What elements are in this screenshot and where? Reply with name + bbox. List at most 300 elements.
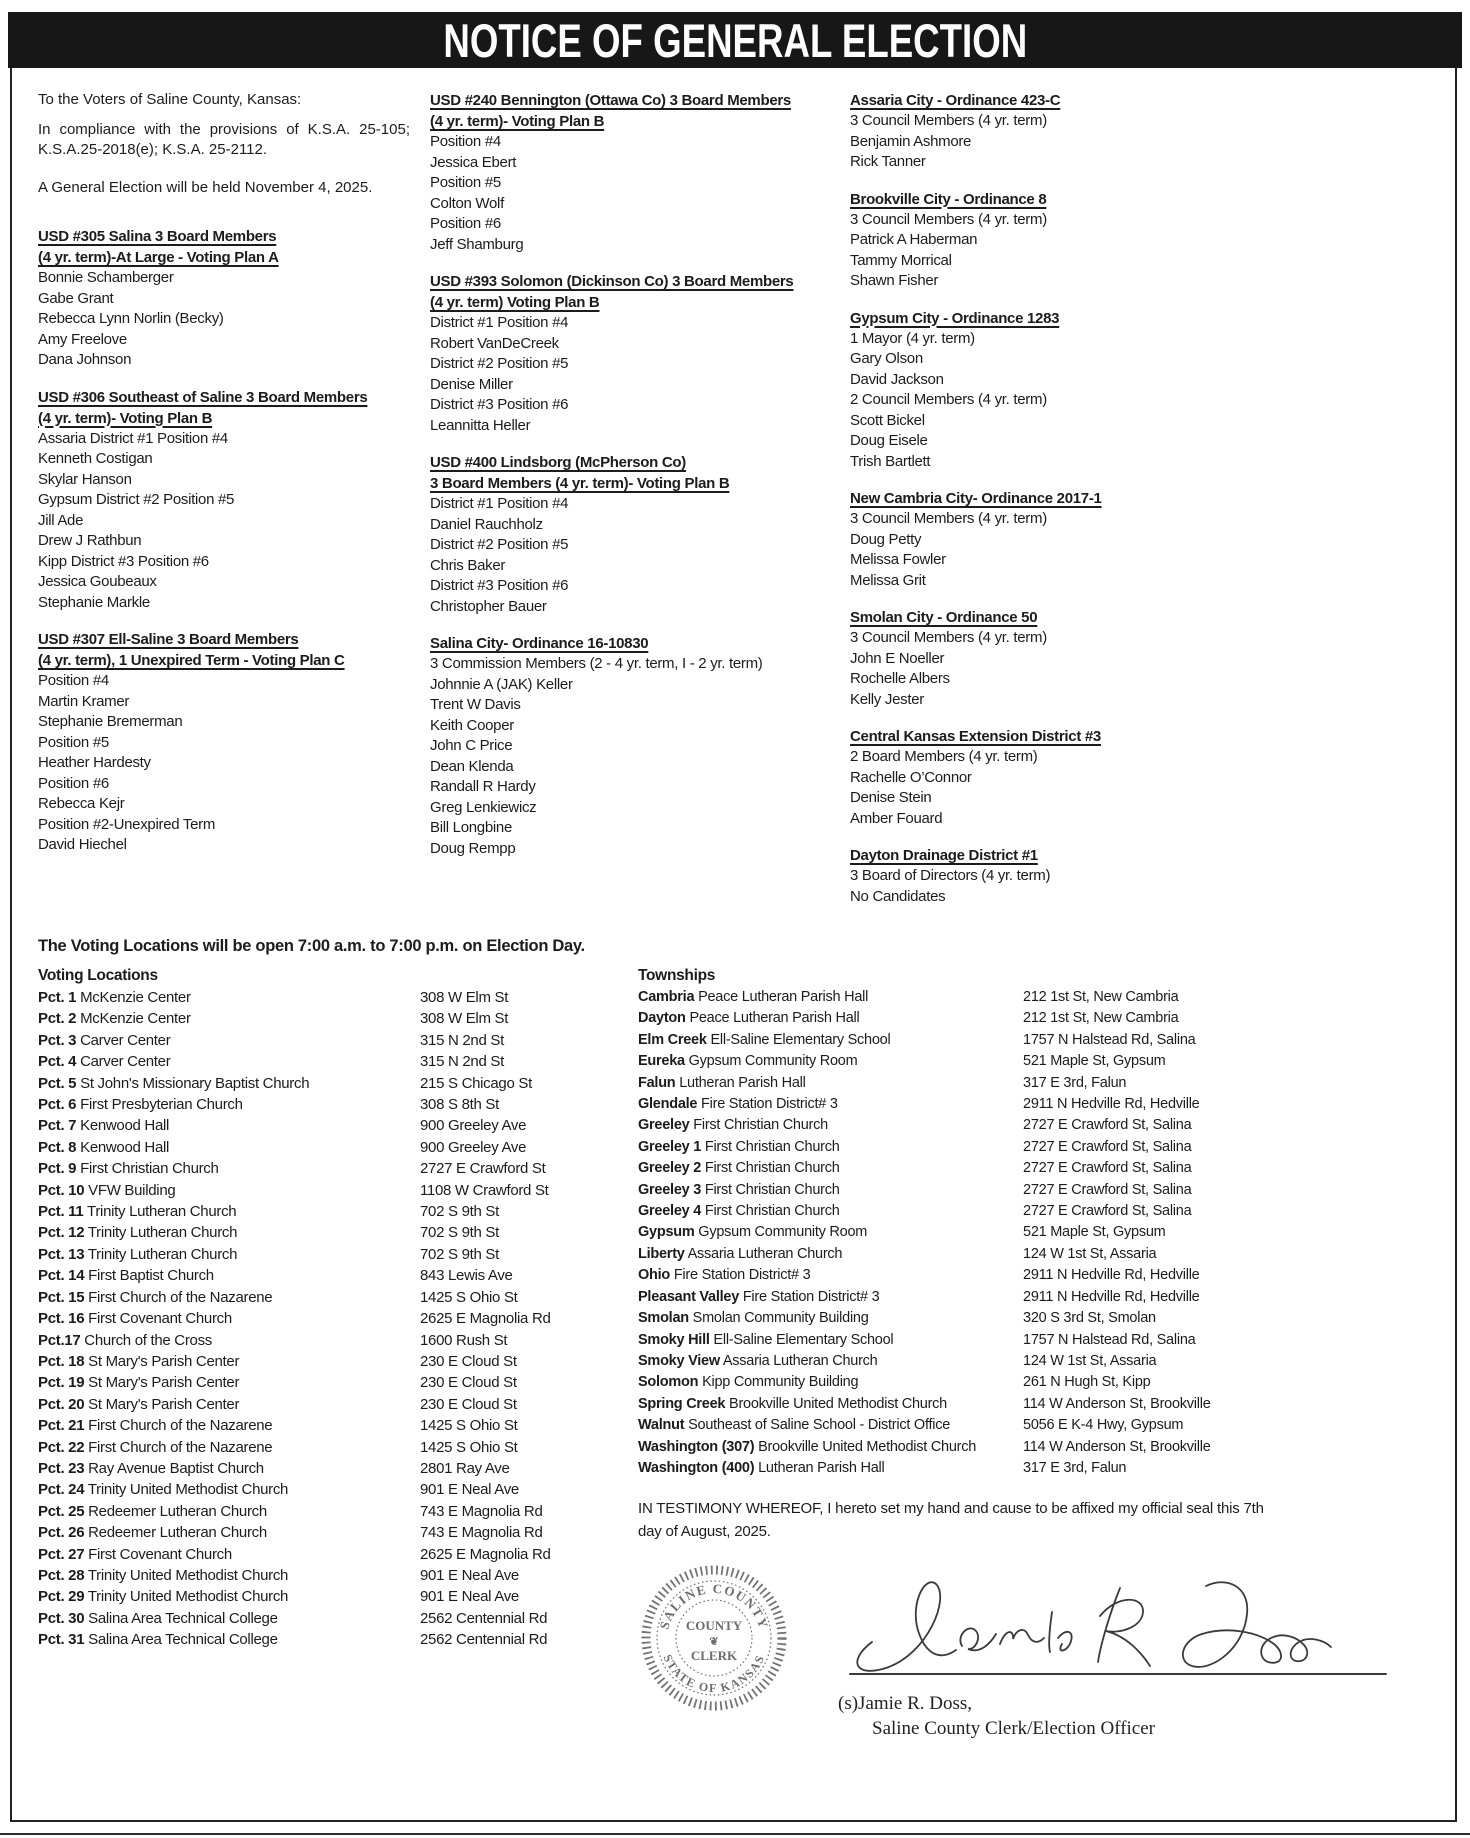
township-address: 114 W Anderson St, Brookville [1023, 1395, 1211, 1412]
races-column-3 [850, 90, 1437, 923]
race-line: District #2 Position #5 [430, 536, 569, 553]
race-line: Melissa Fowler [850, 551, 946, 568]
voting-location-row [38, 1244, 638, 1265]
race-line: John C Price [430, 737, 513, 754]
race-line: Position #4 [430, 133, 501, 150]
location-name: St Mary's Parish Center [88, 1395, 240, 1413]
seal-center-clerk: CLERK [690, 1648, 738, 1664]
township-address: 5056 E K-4 Hwy, Gypsum [1023, 1417, 1184, 1434]
township-row [638, 1201, 1437, 1222]
township-row [638, 1351, 1437, 1372]
township-name: Washington (400) [638, 1459, 755, 1476]
race-line: Drew J Rathbun [38, 532, 142, 549]
race-line: 3 Board of Directors (4 yr. term) [850, 867, 1051, 884]
location-name: VFW Building [88, 1181, 176, 1199]
race-line: Jessica Ebert [430, 153, 517, 171]
race-heading-line: New Cambria City- Ordinance 2017-1 [850, 490, 1102, 507]
township-venue: Assaria Lutheran Church [687, 1245, 843, 1262]
township-name: Gypsum [638, 1224, 695, 1241]
precinct-label: Pct. 7 [38, 1117, 77, 1135]
race-line: Stephanie Markle [38, 593, 150, 611]
precinct-label: Pct. 25 [38, 1502, 85, 1520]
race-line: Benjamin Ashmore [850, 132, 972, 150]
township-name: Walnut [638, 1417, 685, 1434]
township-venue: First Christian Church [704, 1181, 840, 1198]
townships-column [638, 964, 1437, 1741]
location-name: Ray Avenue Baptist Church [88, 1459, 264, 1477]
township-name-cell [638, 1415, 1023, 1436]
precinct-label: Pct. 30 [38, 1609, 85, 1627]
location-name-cell [38, 1008, 420, 1029]
race-line: Melissa Grit [850, 571, 926, 589]
race-heading-line: Assaria City - Ordinance 423-C [850, 92, 1061, 109]
race-line: Position #5 [430, 174, 501, 191]
location-name: Carver Center [80, 1053, 171, 1071]
voting-location-row [38, 1479, 638, 1500]
voting-location-row [38, 1565, 638, 1586]
voting-location-row [38, 1137, 638, 1158]
race-line: Daniel Rauchholz [430, 515, 543, 533]
townships-header: Townships [638, 967, 716, 984]
voting-location-row [38, 1051, 638, 1072]
precinct-label: Pct. 11 [38, 1203, 84, 1221]
testimony-paragraph: IN TESTIMONY WHEREOF, I hereto set my hand and cause to be affixed my official seal this 7th day of August, 2025. [638, 1500, 1264, 1541]
township-venue: Ell-Saline Elementary School [710, 1031, 891, 1048]
race-line: 2 Council Members (4 yr. term) [850, 391, 1047, 408]
page-bottom-rule [0, 1833, 1470, 1835]
township-venue: First Christian Church [704, 1160, 840, 1177]
race-line: No Candidates [850, 887, 946, 905]
location-address: 315 N 2nd St [420, 1031, 504, 1049]
location-name-cell [38, 1030, 420, 1051]
township-address: 521 Maple St, Gypsum [1023, 1224, 1166, 1241]
township-venue: Brookville United Methodist Church [729, 1395, 947, 1412]
location-address: 901 E Neal Ave [420, 1481, 519, 1499]
location-name: First Church of the Nazarene [88, 1288, 273, 1306]
race-heading [850, 308, 1437, 329]
precinct-label: Pct. 16 [38, 1310, 85, 1328]
location-name-cell [38, 1330, 420, 1351]
township-address: 1757 N Halstead Rd, Salina [1023, 1031, 1196, 1048]
location-name-cell [38, 1094, 420, 1115]
township-name-cell [638, 1180, 1023, 1201]
race-lines [430, 313, 850, 436]
race-line: Doug Petty [850, 530, 922, 548]
race-heading [430, 271, 850, 313]
page-title: NOTICE OF GENERAL ELECTION [443, 13, 1027, 67]
precinct-label: Pct. 24 [38, 1481, 85, 1499]
location-name-cell [38, 1137, 420, 1158]
race-lines [430, 132, 850, 255]
race-heading-line: USD #240 Bennington (Ottawa Co) 3 Board Members [430, 92, 791, 109]
race-heading-line: (4 yr. term)- Voting Plan B [430, 113, 605, 130]
township-venue: Ell-Saline Elementary School [713, 1331, 894, 1348]
race-heading-line: USD #305 Salina 3 Board Members [38, 228, 277, 245]
race-lines [850, 111, 1437, 173]
township-venue: First Christian Church [704, 1138, 840, 1155]
seal-and-signature-row [638, 1558, 1437, 1741]
township-name: Pleasant Valley [638, 1288, 740, 1305]
location-address: 308 W Elm St [420, 1010, 509, 1028]
race-heading-line: Central Kansas Extension District #3 [850, 728, 1101, 745]
voting-location-row [38, 1415, 638, 1436]
notice-title-bar [8, 12, 1462, 68]
township-address: 124 W 1st St, Assaria [1023, 1245, 1157, 1262]
race-line: Heather Hardesty [38, 754, 151, 771]
race-heading [850, 90, 1437, 111]
township-name-cell [638, 1458, 1023, 1479]
location-name: Trinity Lutheran Church [87, 1224, 238, 1242]
location-name-cell [38, 987, 420, 1008]
township-venue: Peace Lutheran Parish Hall [689, 1010, 860, 1027]
location-address: 230 E Cloud St [420, 1374, 517, 1392]
polls-open-line: The Voting Locations will be open 7:00 a.m. to 7:00 p.m. on Election Day. [38, 937, 585, 955]
location-name-cell [38, 1115, 420, 1136]
voting-location-row [38, 1115, 638, 1136]
race-line: Leannitta Heller [430, 416, 531, 434]
voting-location-row [38, 1030, 638, 1051]
precinct-label: Pct. 10 [38, 1181, 85, 1199]
precinct-label: Pct. 19 [38, 1374, 85, 1392]
township-name-cell [638, 1330, 1023, 1351]
race-line: Colton Wolf [430, 194, 504, 212]
race-line: 3 Council Members (4 yr. term) [850, 629, 1047, 646]
location-address: 2562 Centennial Rd [420, 1609, 548, 1627]
township-row [638, 1265, 1437, 1286]
race-line: Denise Miller [430, 375, 513, 393]
location-name: McKenzie Center [80, 989, 191, 1006]
race-line: Stephanie Bremerman [38, 713, 183, 730]
precinct-label: Pct. 22 [38, 1438, 85, 1456]
location-address: 1600 Rush St [420, 1331, 508, 1349]
race-heading-line: USD #307 Ell-Saline 3 Board Members [38, 631, 299, 648]
township-venue: Gypsum Community Room [698, 1224, 868, 1241]
township-name-cell [638, 1351, 1023, 1372]
race-heading-line: USD #306 Southeast of Saline 3 Board Members [38, 388, 368, 406]
race-lines [38, 268, 430, 371]
township-name-cell [638, 1201, 1023, 1222]
township-row [638, 1115, 1437, 1136]
race-line: Dana Johnson [38, 351, 132, 368]
race-line: Jeff Shamburg [430, 235, 524, 253]
race-line: Shawn Fisher [850, 272, 939, 289]
location-address: 230 E Cloud St [420, 1395, 517, 1413]
precinct-label: Pct. 9 [38, 1160, 77, 1178]
location-name: Kenwood Hall [80, 1117, 170, 1135]
race-line: Christopher Bauer [430, 597, 547, 615]
race-line: 2 Board Members (4 yr. term) [850, 748, 1038, 765]
township-address: 2911 N Hedville Rd, Hedville [1023, 1267, 1200, 1284]
race-section [430, 271, 850, 436]
precinct-label: Pct. 23 [38, 1459, 85, 1477]
voting-location-row [38, 987, 638, 1008]
township-row [638, 1458, 1437, 1479]
township-address: 2727 E Crawford St, Salina [1023, 1203, 1192, 1220]
location-name-cell [38, 1265, 420, 1286]
race-line: John E Noeller [850, 649, 945, 667]
township-row [638, 1394, 1437, 1415]
location-name-cell [38, 1287, 420, 1308]
voting-locations-rows [38, 987, 638, 1651]
race-lines [38, 671, 430, 856]
township-address: 317 E 3rd, Falun [1023, 1074, 1127, 1091]
race-section [38, 387, 430, 614]
location-address: 230 E Cloud St [420, 1352, 517, 1370]
township-name: Eureka [638, 1053, 685, 1070]
location-address: 743 E Magnolia Rd [420, 1524, 543, 1542]
location-name: Salina Area Technical College [88, 1631, 278, 1649]
township-name: Greeley 1 [638, 1138, 702, 1155]
location-name: First Church of the Nazarene [88, 1417, 273, 1435]
race-line: Kenneth Costigan [38, 450, 153, 467]
location-address: 901 E Neal Ave [420, 1588, 519, 1606]
voting-location-row [38, 1308, 638, 1329]
voting-location-row [38, 1629, 638, 1650]
location-name-cell [38, 1544, 420, 1565]
voting-location-row [38, 1201, 638, 1222]
location-address: 2625 E Magnolia Rd [420, 1545, 551, 1563]
race-line: 3 Council Members (4 yr. term) [850, 510, 1047, 527]
race-line: Jill Ade [38, 511, 84, 529]
voting-location-row [38, 1330, 638, 1351]
race-section [850, 189, 1437, 292]
location-name: Carver Center [80, 1031, 171, 1049]
race-line: 1 Mayor (4 yr. term) [850, 329, 975, 347]
voting-location-row [38, 1544, 638, 1565]
township-name: Washington (307) [638, 1438, 755, 1455]
township-name-cell [638, 1073, 1023, 1094]
location-address: 702 S 9th St [420, 1245, 499, 1263]
race-line: Scott Bickel [850, 411, 925, 429]
township-address: 2911 N Hedville Rd, Hedville [1023, 1288, 1200, 1305]
location-name: First Christian Church [80, 1160, 219, 1178]
signature-name-line: (s)Jamie R. Doss, [838, 1693, 973, 1715]
location-name-cell [38, 1565, 420, 1586]
location-address: 308 S 8th St [420, 1096, 499, 1114]
notice-body-frame [10, 68, 1457, 1822]
race-heading-line: Dayton Drainage District #1 [850, 847, 1038, 864]
township-name: Smolan [638, 1310, 689, 1327]
handwritten-signature [838, 1564, 1398, 1686]
race-line: Patrick A Haberman [850, 231, 978, 248]
location-name-cell [38, 1372, 420, 1393]
location-name: First Presbyterian Church [80, 1096, 243, 1114]
race-heading-line: (4 yr. term), 1 Unexpired Term - Voting Plan C [38, 652, 345, 669]
voting-location-row [38, 1586, 638, 1607]
location-name-cell [38, 1351, 420, 1372]
race-heading [38, 226, 430, 268]
signature-typed-lines [838, 1691, 1398, 1741]
intro-election-date: A General Election will be held November 4, 2025. [38, 179, 373, 196]
township-name: Ohio [638, 1267, 671, 1284]
location-name: St John's Missionary Baptist Church [80, 1074, 310, 1092]
race-line: Rochelle Albers [850, 670, 950, 687]
location-address: 743 E Magnolia Rd [420, 1502, 543, 1520]
location-address: 1108 W Crawford St [420, 1181, 549, 1199]
township-name-cell [638, 987, 1023, 1008]
race-line: David Jackson [850, 370, 944, 388]
race-lines [850, 210, 1437, 292]
location-name: Trinity United Methodist Church [87, 1588, 289, 1606]
township-name-cell [638, 1115, 1023, 1136]
race-lines [38, 429, 430, 614]
township-name: Greeley [638, 1117, 690, 1134]
location-name-cell [38, 1394, 420, 1415]
township-row [638, 1287, 1437, 1308]
township-name-cell [638, 1030, 1023, 1051]
township-name: Cambria [638, 989, 695, 1005]
township-address: 124 W 1st St, Assaria [1023, 1352, 1157, 1369]
race-line: Skylar Hanson [38, 470, 132, 488]
township-name: Elm Creek [638, 1031, 707, 1048]
precinct-label: Pct. 21 [38, 1417, 85, 1435]
township-venue: First Christian Church [693, 1117, 828, 1134]
race-line: Rebecca Kejr [38, 795, 125, 812]
race-section [38, 629, 430, 856]
location-name-cell [38, 1458, 420, 1479]
race-line: Doug Eisele [850, 432, 928, 449]
race-line: Tammy Morrical [850, 251, 952, 269]
race-heading [430, 90, 850, 132]
race-line: Dean Klenda [430, 757, 514, 775]
race-section [850, 488, 1437, 591]
seal-arc-top-text: SALINE COUNTY [656, 1581, 772, 1632]
township-venue: Fire Station District# 3 [742, 1288, 880, 1305]
race-line: 3 Council Members (4 yr. term) [850, 112, 1047, 129]
township-address: 212 1st St, New Cambria [1023, 989, 1179, 1005]
location-address: 843 Lewis Ave [420, 1267, 513, 1285]
location-name: Trinity United Methodist Church [87, 1566, 289, 1584]
location-address: 2727 E Crawford St [420, 1160, 546, 1178]
race-section [850, 607, 1437, 710]
voting-location-row [38, 1180, 638, 1201]
township-name-cell [638, 1437, 1023, 1458]
township-row [638, 1051, 1437, 1072]
township-address: 320 S 3rd St, Smolan [1023, 1310, 1156, 1327]
township-venue: Gypsum Community Room [688, 1053, 858, 1070]
races-column-1 [38, 90, 430, 923]
location-address: 702 S 9th St [420, 1224, 499, 1242]
race-line: Amy Freelove [38, 330, 127, 348]
location-name-cell [38, 1244, 420, 1265]
precinct-label: Pct. 2 [38, 1010, 77, 1028]
precinct-label: Pct. 29 [38, 1588, 85, 1606]
race-line: Martin Kramer [38, 692, 130, 710]
location-name-cell [38, 1308, 420, 1329]
races-column-2 [430, 90, 850, 923]
township-name-cell [638, 1137, 1023, 1158]
location-address: 308 W Elm St [420, 989, 509, 1006]
voting-location-row [38, 1608, 638, 1629]
race-heading [850, 726, 1437, 747]
race-heading-line: (4 yr. term)-At Large - Voting Plan A [38, 249, 279, 266]
races-columns [38, 90, 1437, 923]
voting-location-row [38, 1501, 638, 1522]
location-name-cell [38, 1051, 420, 1072]
location-name: First Church of the Nazarene [88, 1438, 273, 1456]
voting-location-row [38, 1008, 638, 1029]
precinct-label: Pct.17 [38, 1331, 81, 1349]
race-line: Jessica Goubeaux [38, 573, 157, 590]
race-heading [850, 189, 1437, 210]
voting-location-row [38, 1265, 638, 1286]
precinct-label: Pct. 20 [38, 1395, 85, 1413]
race-line: District #3 Position #6 [430, 577, 569, 594]
race-section [850, 308, 1437, 473]
location-name-cell [38, 1608, 420, 1629]
township-name-cell [638, 1051, 1023, 1072]
location-name-cell [38, 1415, 420, 1436]
race-section [850, 845, 1437, 907]
location-name-cell [38, 1158, 420, 1179]
township-name: Greeley 3 [638, 1181, 702, 1198]
race-line: Gary Olson [850, 350, 923, 367]
location-name: First Baptist Church [88, 1267, 214, 1285]
race-line: Kipp District #3 Position #6 [38, 552, 209, 570]
location-name: Salina Area Technical College [88, 1609, 278, 1627]
township-name: Dayton [638, 1010, 686, 1027]
township-venue: Peace Lutheran Parish Hall [698, 989, 869, 1005]
township-row [638, 1008, 1437, 1029]
race-line: Position #5 [38, 733, 109, 751]
location-address: 2562 Centennial Rd [420, 1631, 548, 1649]
voting-location-row [38, 1222, 638, 1243]
township-row [638, 1137, 1437, 1158]
location-name-cell [38, 1479, 420, 1500]
race-line: Rick Tanner [850, 153, 926, 170]
township-address: 1757 N Halstead Rd, Salina [1023, 1331, 1196, 1348]
township-address: 261 N Hugh St, Kipp [1023, 1374, 1151, 1391]
township-address: 2727 E Crawford St, Salina [1023, 1160, 1192, 1177]
race-line: Doug Rempp [430, 839, 516, 857]
intro-compliance: In compliance with the provisions of K.S.A. 25-105; K.S.A.25-2018(e); K.S.A. 25-2112. [38, 121, 410, 158]
township-venue: First Christian Church [704, 1203, 840, 1220]
township-name-cell [638, 1265, 1023, 1286]
race-lines [850, 628, 1437, 710]
location-address: 900 Greeley Ave [420, 1138, 527, 1156]
race-line: District #2 Position #5 [430, 355, 569, 372]
location-name: Church of the Cross [84, 1331, 212, 1349]
township-name: Glendale [638, 1096, 698, 1113]
county-clerk-seal [638, 1558, 790, 1716]
township-name: Greeley 2 [638, 1160, 702, 1177]
voting-location-row [38, 1437, 638, 1458]
location-name-cell [38, 1201, 420, 1222]
township-row [638, 987, 1437, 1008]
precinct-label: Pct. 6 [38, 1096, 77, 1114]
location-name: Redeemer Lutheran Church [88, 1524, 267, 1542]
township-name-cell [638, 1287, 1023, 1308]
township-address: 521 Maple St, Gypsum [1023, 1053, 1166, 1070]
location-address: 215 S Chicago St [420, 1074, 532, 1092]
race-line: Bill Longbine [430, 819, 512, 836]
location-address: 1425 S Ohio St [420, 1438, 518, 1456]
race-line: Gabe Grant [38, 289, 114, 307]
race-line: 3 Commission Members (2 - 4 yr. term, I - 2 yr. term) [430, 655, 763, 672]
location-name: Trinity Lutheran Church [87, 1245, 238, 1263]
race-heading-line: (4 yr. term) Voting Plan B [430, 294, 600, 311]
township-venue: Kipp Community Building [702, 1374, 859, 1391]
race-line: Johnnie A (JAK) Keller [430, 675, 573, 693]
signature-title-line: Saline County Clerk/Election Officer [872, 1718, 1155, 1740]
race-line: Position #6 [430, 215, 501, 232]
township-name: Solomon [638, 1374, 699, 1391]
race-section [850, 90, 1437, 173]
township-row [638, 1158, 1437, 1179]
precinct-label: Pct. 1 [38, 989, 77, 1006]
precinct-label: Pct. 15 [38, 1288, 85, 1306]
race-line: Chris Baker [430, 556, 506, 574]
